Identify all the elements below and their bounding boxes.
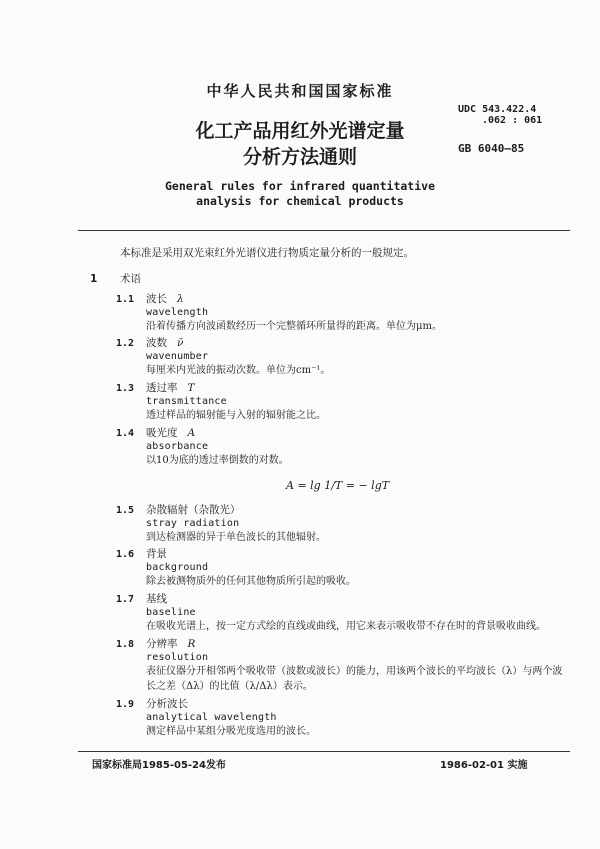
term-definition: 测定样品中某组分吸光度选用的波长。	[146, 726, 316, 737]
term-en: absorbance	[146, 441, 209, 452]
term-number: 1.8	[116, 639, 135, 650]
term-item	[116, 504, 566, 545]
term-definition: 表征仪器分开相邻两个吸收带（波数或波长）的能力，用该两个波长的平均波长（λ）与两个波长之差（Δλ）的比值（λ/Δλ）表示。	[146, 666, 563, 692]
term-symbol: λ	[177, 293, 184, 305]
term-number: 1.6	[116, 549, 135, 560]
title-chinese	[0, 118, 600, 170]
title-en-line2: analysis for chemical products	[196, 194, 404, 208]
term-number: 1.3	[116, 383, 135, 394]
term-definition: 在吸收光谱上，按一定方式绘的直线或曲线，用它来表示吸收带不存在时的背景吸收曲线。	[146, 621, 546, 632]
term-definition: 透过样品的辐射能与入射的辐射能之比。	[146, 410, 326, 421]
term-number: 1.5	[116, 505, 135, 516]
standard-header: 中华人民共和国国家标准	[206, 82, 394, 100]
term-item	[116, 638, 566, 694]
gb-number: GB 6040—85	[458, 142, 525, 155]
term-en: transmittance	[146, 396, 227, 407]
term-en: stray radiation	[146, 518, 240, 529]
term-definition: 沿着传播方向波函数经历一个完整循环所量得的距离。单位为μm。	[146, 321, 442, 332]
term-item	[116, 593, 566, 634]
udc-line2: .062 : 061	[482, 115, 543, 126]
term-number: 1.4	[116, 428, 135, 439]
term-item	[116, 293, 566, 334]
section-heading	[90, 271, 141, 286]
term-cn: 波数	[146, 337, 167, 349]
section-number: 1	[90, 273, 98, 285]
term-en: baseline	[146, 607, 196, 618]
term-cn: 杂散辐射（杂散光）	[146, 504, 241, 516]
term-en: wavenumber	[146, 351, 209, 362]
term-en: resolution	[146, 652, 209, 663]
term-cn: 吸光度	[146, 427, 178, 439]
top-divider	[78, 230, 570, 231]
term-item	[116, 548, 566, 589]
term-cn: 透过率	[146, 382, 178, 394]
term-item	[116, 698, 566, 739]
term-en: background	[146, 562, 209, 573]
title-en-line1: General rules for infrared quantitative	[164, 179, 436, 193]
term-item	[116, 427, 566, 468]
effective-date: 1986-02-01 实施	[440, 760, 528, 771]
term-number: 1.9	[116, 699, 135, 710]
term-cn: 背景	[146, 548, 167, 560]
intro-paragraph: 本标准是采用双光束红外光谱仪进行物质定量分析的一般规定。	[120, 247, 414, 259]
term-number: 1.7	[116, 594, 135, 605]
title-cn-line1: 化工产品用红外光谱定量	[195, 120, 405, 142]
term-number: 1.1	[116, 294, 135, 305]
term-definition: 除去被测物质外的任何其他物质所引起的吸收。	[146, 576, 356, 587]
absorbance-formula: A = lg 1/T = − lgT	[286, 479, 390, 492]
title-english	[0, 179, 600, 209]
term-definition: 每厘米内光波的振动次数。单位为cm⁻¹。	[146, 365, 331, 376]
term-en: wavelength	[146, 307, 209, 318]
term-en: analytical wavelength	[146, 712, 277, 723]
term-symbol: T	[187, 382, 195, 394]
term-cn: 基线	[146, 593, 167, 605]
term-cn: 波长	[146, 293, 167, 305]
term-symbol: A	[187, 427, 196, 439]
term-cn: 分析波长	[146, 698, 188, 710]
section-title: 术语	[120, 273, 141, 285]
term-item	[116, 337, 566, 378]
term-definition: 以10为底的透过率倒数的对数。	[146, 455, 289, 466]
term-symbol: R	[187, 638, 196, 650]
bottom-divider	[78, 751, 570, 752]
title-cn-line2: 分析方法通则	[242, 146, 357, 168]
term-number: 1.2	[116, 338, 135, 349]
term-item	[116, 382, 566, 423]
term-definition: 到达检测器的异于单色波长的其他辐射。	[146, 532, 326, 543]
issue-date: 国家标准局1985-05-24发布	[92, 760, 226, 771]
term-symbol: ν̄	[177, 337, 184, 349]
udc-line1: UDC 543.422.4	[458, 104, 537, 115]
term-cn: 分辨率	[146, 638, 178, 650]
